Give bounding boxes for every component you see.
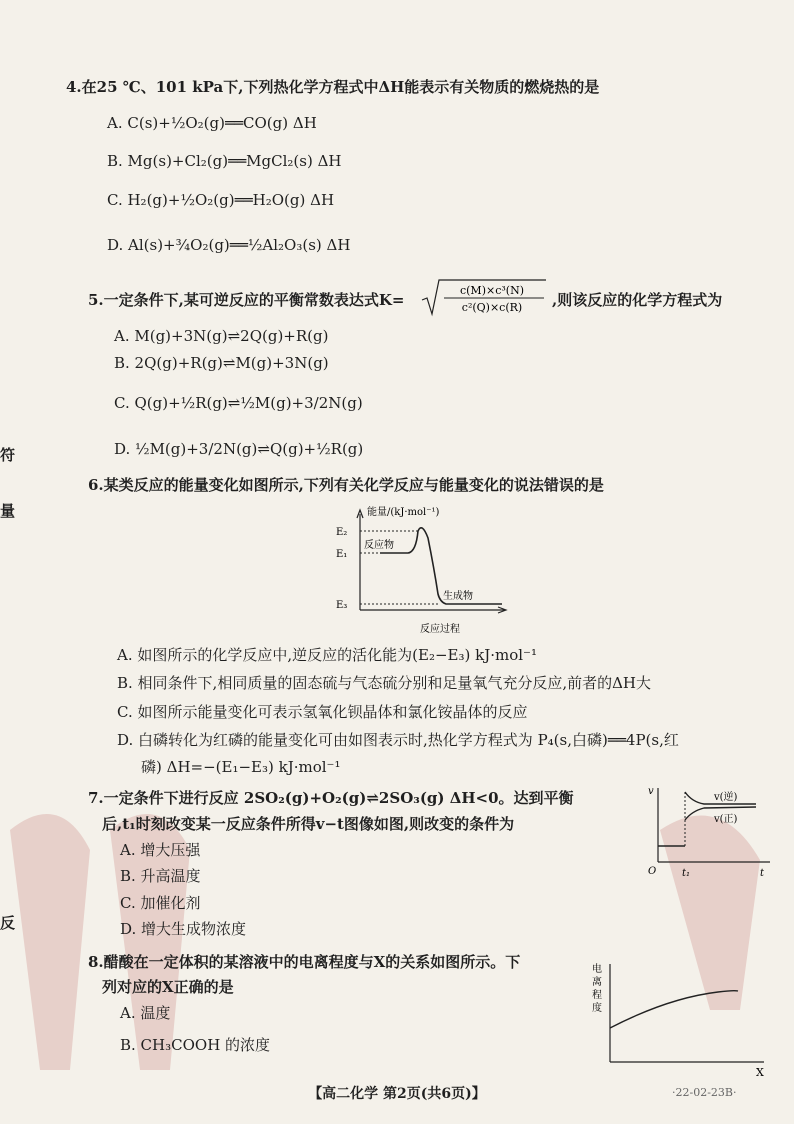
q5-stem-end: ,则该反应的化学方程式为 — [552, 291, 723, 309]
q6-e1: E₁ — [336, 549, 348, 560]
q7-t1-label: t₁ — [682, 868, 691, 879]
q4-option-b: B. Mg(s)+Cl₂(g)══MgCl₂(s) ΔH — [107, 152, 342, 170]
q4-option-d: D. Al(s)+¾O₂(g)══½Al₂O₃(s) ΔH — [107, 236, 351, 254]
q5-option-a: A. M(g)+3N(g)⇌2Q(g)+R(g) — [114, 327, 329, 345]
q7-o-label: O — [648, 866, 657, 877]
q6-reactant-label: 反应物 — [364, 540, 394, 551]
q7-rev-label: v(逆) — [714, 792, 738, 803]
q6-option-d-line2: 磷) ΔH=−(E₁−E₃) kJ·mol⁻¹ — [141, 758, 341, 776]
q8-stem-line2: 列对应的X正确的是 — [102, 978, 234, 996]
q8-option-a: A. 温度 — [120, 1004, 171, 1022]
q7-option-c: C. 加催化剂 — [120, 894, 201, 912]
q8-ionization-diagram — [588, 958, 774, 1080]
q5-option-d: D. ½M(g)+3/2N(g)⇌Q(g)+½R(g) — [114, 440, 364, 458]
q6-option-a: A. 如图所示的化学反应中,逆反应的活化能为(E₂−E₃) kJ·mol⁻¹ — [117, 646, 537, 664]
q6-option-b: B. 相同条件下,相同质量的固态硫与气态硫分别和足量氧气充分反应,前者的ΔH大 — [117, 674, 652, 692]
margin-char-1: 符 — [0, 446, 16, 464]
q6-option-d-line1: D. 白磷转化为红磷的能量变化可由如图表示时,热化学方程式为 P₄(s,白磷)══4P(s,红 — [117, 731, 679, 749]
q6-energy-diagram — [330, 498, 510, 640]
q7-stem-line2: 后,t₁时刻改变某一反应条件所得v−t图像如图,则改变的条件为 — [102, 815, 515, 833]
q7-stem-line1: 7.一定条件下进行反应 2SO₂(g)+O₂(g)⇌2SO₃(g) ΔH<0。达到平衡 — [88, 789, 574, 807]
q5-k-expression — [420, 278, 548, 318]
q7-option-a: A. 增大压强 — [120, 841, 201, 859]
q8-ylabel-1: 电 — [592, 964, 602, 975]
q8-xlabel: X — [756, 1066, 764, 1079]
q7-fwd-label: v(正) — [714, 814, 738, 825]
page-footer: 【高二化学 第2页(共6页)】 — [308, 1086, 486, 1102]
q7-option-b: B. 升高温度 — [120, 867, 201, 885]
q6-product-label: 生成物 — [443, 591, 473, 602]
q5-option-c: C. Q(g)+½R(g)⇌½M(g)+3/2N(g) — [114, 394, 363, 412]
q6-xlabel: 反应过程 — [420, 624, 460, 635]
q6-option-c: C. 如图所示能量变化可表示氢氧化钡晶体和氯化铵晶体的反应 — [117, 703, 528, 721]
q7-option-d: D. 增大生成物浓度 — [120, 920, 247, 938]
q8-option-b: B. CH₃COOH 的浓度 — [120, 1036, 271, 1054]
q6-e3: E₃ — [336, 600, 348, 611]
q5-stem-start: 5.一定条件下,某可逆反应的平衡常数表达式K= — [88, 291, 405, 309]
paper-code: ·22-02-23B· — [672, 1086, 737, 1099]
q8-stem-line1: 8.醋酸在一定体积的某溶液中的电离程度与X的关系如图所示。下 — [88, 953, 521, 971]
q5-option-b: B. 2Q(g)+R(g)⇌M(g)+3N(g) — [114, 354, 329, 372]
q7-vt-diagram — [644, 780, 774, 880]
q4-option-a: A. C(s)+½O₂(g)══CO(g) ΔH — [107, 114, 317, 132]
q8-curve — [610, 991, 738, 1028]
q6-e2: E₂ — [336, 527, 348, 538]
svg-text:c²(Q)×c(R): c²(Q)×c(R) — [461, 301, 523, 314]
q8-ylabel-4: 度 — [592, 1003, 602, 1014]
q8-ylabel-2: 离 — [592, 977, 602, 988]
q6-ylabel: 能量/(kJ·mol⁻¹) — [367, 507, 440, 518]
svg-text:c(M)×c³(N): c(M)×c³(N) — [459, 284, 525, 297]
q6-stem: 6.某类反应的能量变化如图所示,下列有关化学反应与能量变化的说法错误的是 — [88, 476, 604, 494]
q4-option-c: C. H₂(g)+½O₂(g)══H₂O(g) ΔH — [107, 191, 335, 209]
q7-t-label: t — [760, 868, 765, 879]
q6-energy-curve — [380, 528, 502, 604]
q8-ylabel-3: 程 — [592, 990, 602, 1001]
margin-char-3: 反 — [0, 914, 16, 932]
margin-char-2: 量 — [0, 502, 16, 520]
q4-stem: 4.在25 ℃、101 kPa下,下列热化学方程式中ΔH能表示有关物质的燃烧热的是 — [66, 78, 600, 96]
q7-v-label: v — [648, 786, 654, 797]
